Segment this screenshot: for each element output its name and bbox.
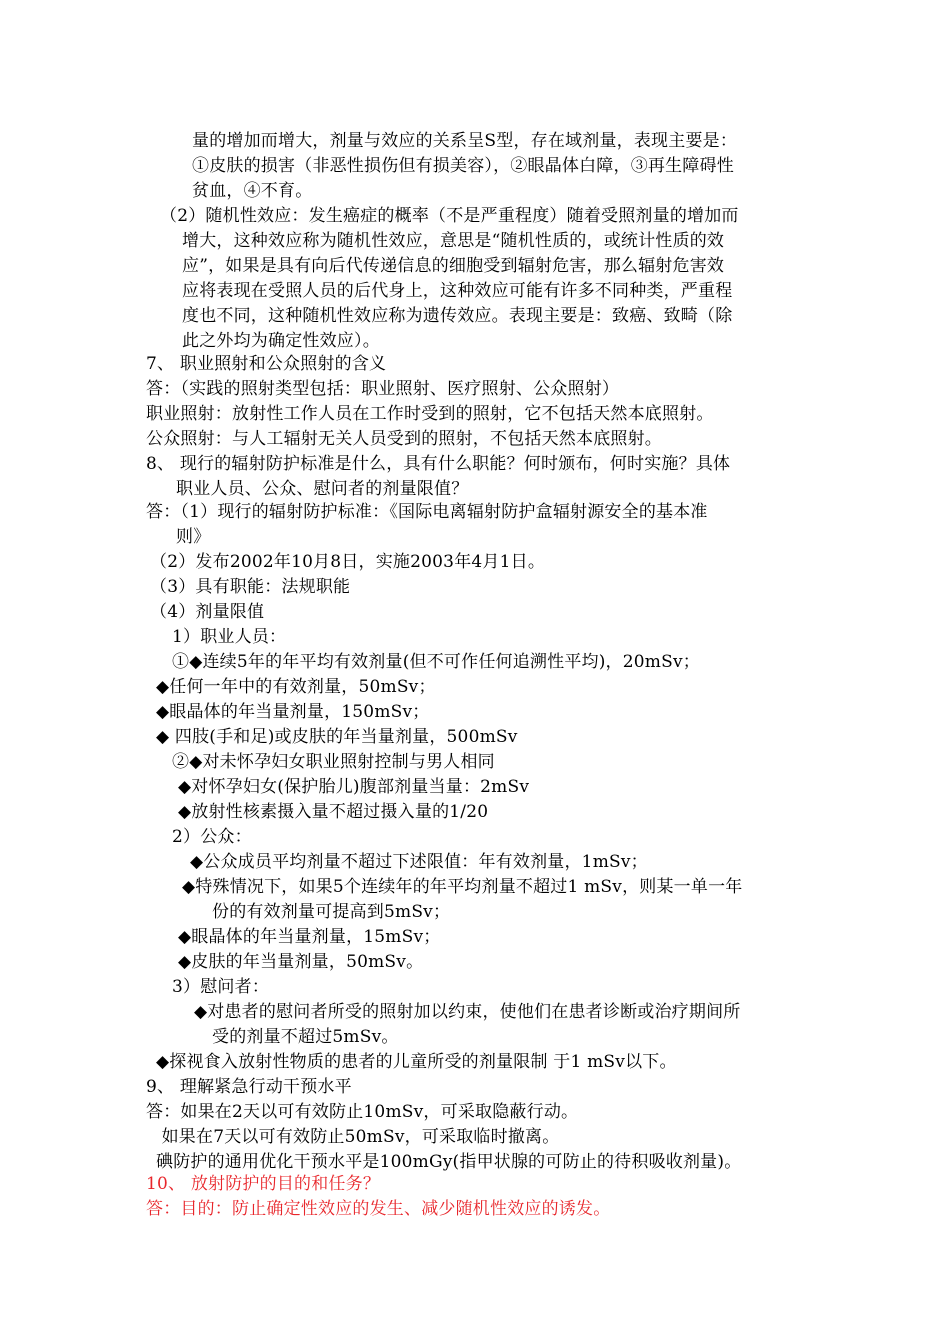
question-heading: 8、 现行的辐射防护标准是什么，具有什么职能？何时颁布，何时实施？具体 bbox=[146, 454, 731, 474]
list-item: ◆特殊情况下，如果5个连续年的年平均剂量不超过1 mSv，则某一单一年 bbox=[182, 877, 743, 897]
list-item bbox=[146, 1050, 677, 1074]
answer-line: 职业照射：放射性工作人员在工作时受到的照射，它不包括天然本底照射。 bbox=[146, 404, 714, 424]
list-item bbox=[146, 725, 518, 749]
question-heading: 9、 理解紧急行动干预水平 bbox=[146, 1077, 352, 1097]
list-item: ◆放射性核素摄入量不超过摄入量的1/20 bbox=[178, 802, 489, 822]
paragraph-line: （2）随机性效应：发生癌症的概率（不是严重程度）随着受照剂量的增加而 bbox=[160, 206, 739, 226]
answer-line-text: 碘防护的通用优化干预水平是100mGy(指甲状腺的可防止的待积吸收剂量)。 bbox=[156, 1152, 742, 1172]
list-item bbox=[146, 700, 430, 724]
answer-line bbox=[146, 1150, 741, 1174]
list-subheading: 1）职业人员： bbox=[172, 627, 287, 647]
answer-line: 答：（1）现行的辐射防护标准：《国际电离辐射防护盒辐射源安全的基本准 bbox=[146, 502, 708, 522]
list-item-text: ◆任何一年中的有效剂量，50mSv； bbox=[156, 677, 436, 697]
question-heading: 10、 放射防护的目的和任务？ bbox=[146, 1174, 381, 1194]
answer-line: （4）剂量限值 bbox=[150, 602, 265, 622]
question-heading: 职业人员、公众、慰问者的剂量限值？ bbox=[176, 479, 469, 499]
answer-line: （3）具有职能：法规职能 bbox=[150, 577, 351, 597]
list-item: ◆对怀孕妇女(保护胎儿)腹部剂量当量：2mSv bbox=[178, 777, 530, 797]
list-item: ◆皮肤的年当量剂量，50mSv。 bbox=[178, 952, 424, 972]
answer-line bbox=[146, 1125, 559, 1149]
list-item-text: ◆ 四肢(手和足)或皮肤的年当量剂量，500mSv bbox=[156, 727, 518, 747]
list-item: 受的剂量不超过5mSv。 bbox=[212, 1027, 399, 1047]
paragraph-line: 量的增加而增大，剂量与效应的关系呈S型，存在域剂量，表现主要是： bbox=[192, 131, 738, 151]
paragraph-line: ①皮肤的损害（非恶性损伤但有损美容），②眼晶体白障，③再生障碍性 bbox=[192, 156, 734, 176]
paragraph-line: 应将表现在受照人员的后代身上，这种效应可能有许多不同种类，严重程 bbox=[182, 281, 733, 301]
paragraph-line: 度也不同，这种随机性效应称为遗传效应。表现主要是：致癌、致畸（除 bbox=[182, 306, 733, 326]
paragraph-line: 贫血，④不育。 bbox=[192, 181, 313, 201]
list-item bbox=[146, 675, 436, 699]
paragraph-line: 此之外均为确定性效应）。 bbox=[182, 331, 380, 351]
list-item: ◆眼晶体的年当量剂量，15mSv； bbox=[178, 927, 441, 947]
list-item: ②◆对未怀孕妇女职业照射控制与男人相同 bbox=[172, 752, 495, 772]
paragraph-line: 应”，如果是具有向后代传递信息的细胞受到辐射危害，那么辐射危害效 bbox=[182, 256, 725, 276]
answer-line: 答：如果在2天以可有效防止10mSv，可采取隐蔽行动。 bbox=[146, 1102, 579, 1122]
answer-line: 答：目的：防止确定性效应的发生、减少随机性效应的诱发。 bbox=[146, 1199, 611, 1219]
answer-line-text: 如果在7天以可有效防止50mSv，可采取临时撤离。 bbox=[156, 1127, 560, 1147]
answer-line: 答：（实践的照射类型包括：职业照射、医疗照射、公众照射） bbox=[146, 379, 620, 399]
answer-line: 则》 bbox=[176, 527, 211, 547]
list-item: 份的有效剂量可提高到5mSv； bbox=[212, 902, 451, 922]
paragraph-line: 增大，这种效应称为随机性效应，意思是“随机性质的，或统计性质的效 bbox=[182, 231, 725, 251]
list-item: ◆公众成员平均剂量不超过下述限值：年有效剂量，1mSv； bbox=[190, 852, 648, 872]
list-item: ◆对患者的慰问者所受的照射加以约束，使他们在患者诊断或治疗期间所 bbox=[194, 1002, 741, 1022]
list-item-text: ◆探视食入放射性物质的患者的儿童所受的剂量限制 于1 mSv以下。 bbox=[156, 1052, 677, 1072]
list-subheading: 3）慰问者： bbox=[172, 977, 270, 997]
list-subheading: 2）公众： bbox=[172, 827, 252, 847]
question-heading: 7、 职业照射和公众照射的含义 bbox=[146, 354, 387, 374]
list-item-text: ◆眼晶体的年当量剂量，150mSv； bbox=[156, 702, 430, 722]
answer-line: （2）发布2002年10月8日，实施2003年4月1日。 bbox=[150, 552, 546, 572]
list-item: ①◆连续5年的年平均有效剂量(但不可作任何追溯性平均)，20mSv； bbox=[172, 652, 700, 672]
answer-line: 公众照射：与人工辐射无关人员受到的照射，不包括天然本底照射。 bbox=[146, 429, 662, 449]
